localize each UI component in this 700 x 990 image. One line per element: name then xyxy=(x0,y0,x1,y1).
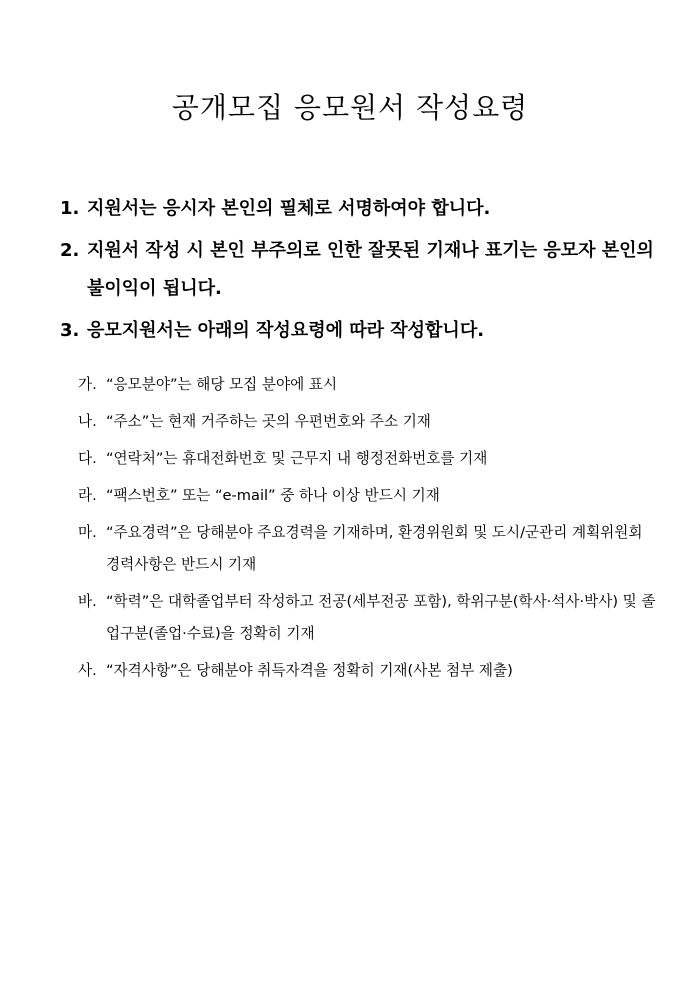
sub-item-ra xyxy=(78,480,658,512)
main-item-number: 2. xyxy=(60,240,80,261)
sub-item-text: “자격사항”은 당해분야 취득자격을 정확히 기재(사본 첨부 제출) xyxy=(106,662,513,679)
sub-item-marker: 나. xyxy=(78,413,97,430)
sub-item-marker: 다. xyxy=(78,450,97,467)
sub-instruction-list xyxy=(78,369,658,692)
sub-item-text: “학력”은 대학졸업부터 작성하고 전공(세부전공 포함), 학위구분(학사·석사·박사) 및 졸업구분(졸업·수료)을 정확히 기재 xyxy=(106,593,656,642)
sub-item-text: “응모분야”는 해당 모집 분야에 표시 xyxy=(106,376,338,393)
main-item-text: 지원서 작성 시 본인 부주의로 인한 잘못된 기재나 표기는 응모자 본인의 불이익이 됩니다. xyxy=(87,240,654,299)
main-item-1 xyxy=(60,190,660,228)
document-title: 공개모집 응모원서 작성요령 xyxy=(171,91,529,124)
main-item-text: 응모지원서는 아래의 작성요령에 따라 작성합니다. xyxy=(87,320,485,341)
sub-item-marker: 라. xyxy=(78,487,97,504)
sub-item-text: “주소”는 현재 거주하는 곳의 우편번호와 주소 기재 xyxy=(106,413,431,430)
main-item-text: 지원서는 응시자 본인의 필체로 서명하여야 합니다. xyxy=(87,198,491,219)
main-item-2 xyxy=(60,232,660,308)
sub-item-sa xyxy=(78,655,658,687)
sub-item-marker: 마. xyxy=(78,524,97,541)
main-item-3 xyxy=(60,312,660,350)
sub-item-ma xyxy=(78,517,658,581)
sub-item-ba xyxy=(78,586,658,650)
sub-item-text: “연락처”는 휴대전화번호 및 근무지 내 행정전화번호를 기재 xyxy=(106,450,488,467)
sub-item-marker: 바. xyxy=(78,593,97,610)
sub-item-text: “주요경력”은 당해분야 주요경력을 기재하며, 환경위원회 및 도시/군관리 계획위원회 경력사항은 반드시 기재 xyxy=(106,524,643,573)
sub-item-text: “팩스번호” 또는 “e-mail” 중 하나 이상 반드시 기재 xyxy=(106,487,440,504)
sub-item-ga xyxy=(78,369,658,401)
main-instruction-list xyxy=(60,190,660,354)
main-item-number: 1. xyxy=(60,198,80,219)
sub-item-da xyxy=(78,443,658,475)
sub-item-marker: 가. xyxy=(78,376,97,393)
main-item-number: 3. xyxy=(60,320,80,341)
sub-item-marker: 사. xyxy=(78,662,97,679)
sub-item-na xyxy=(78,406,658,438)
